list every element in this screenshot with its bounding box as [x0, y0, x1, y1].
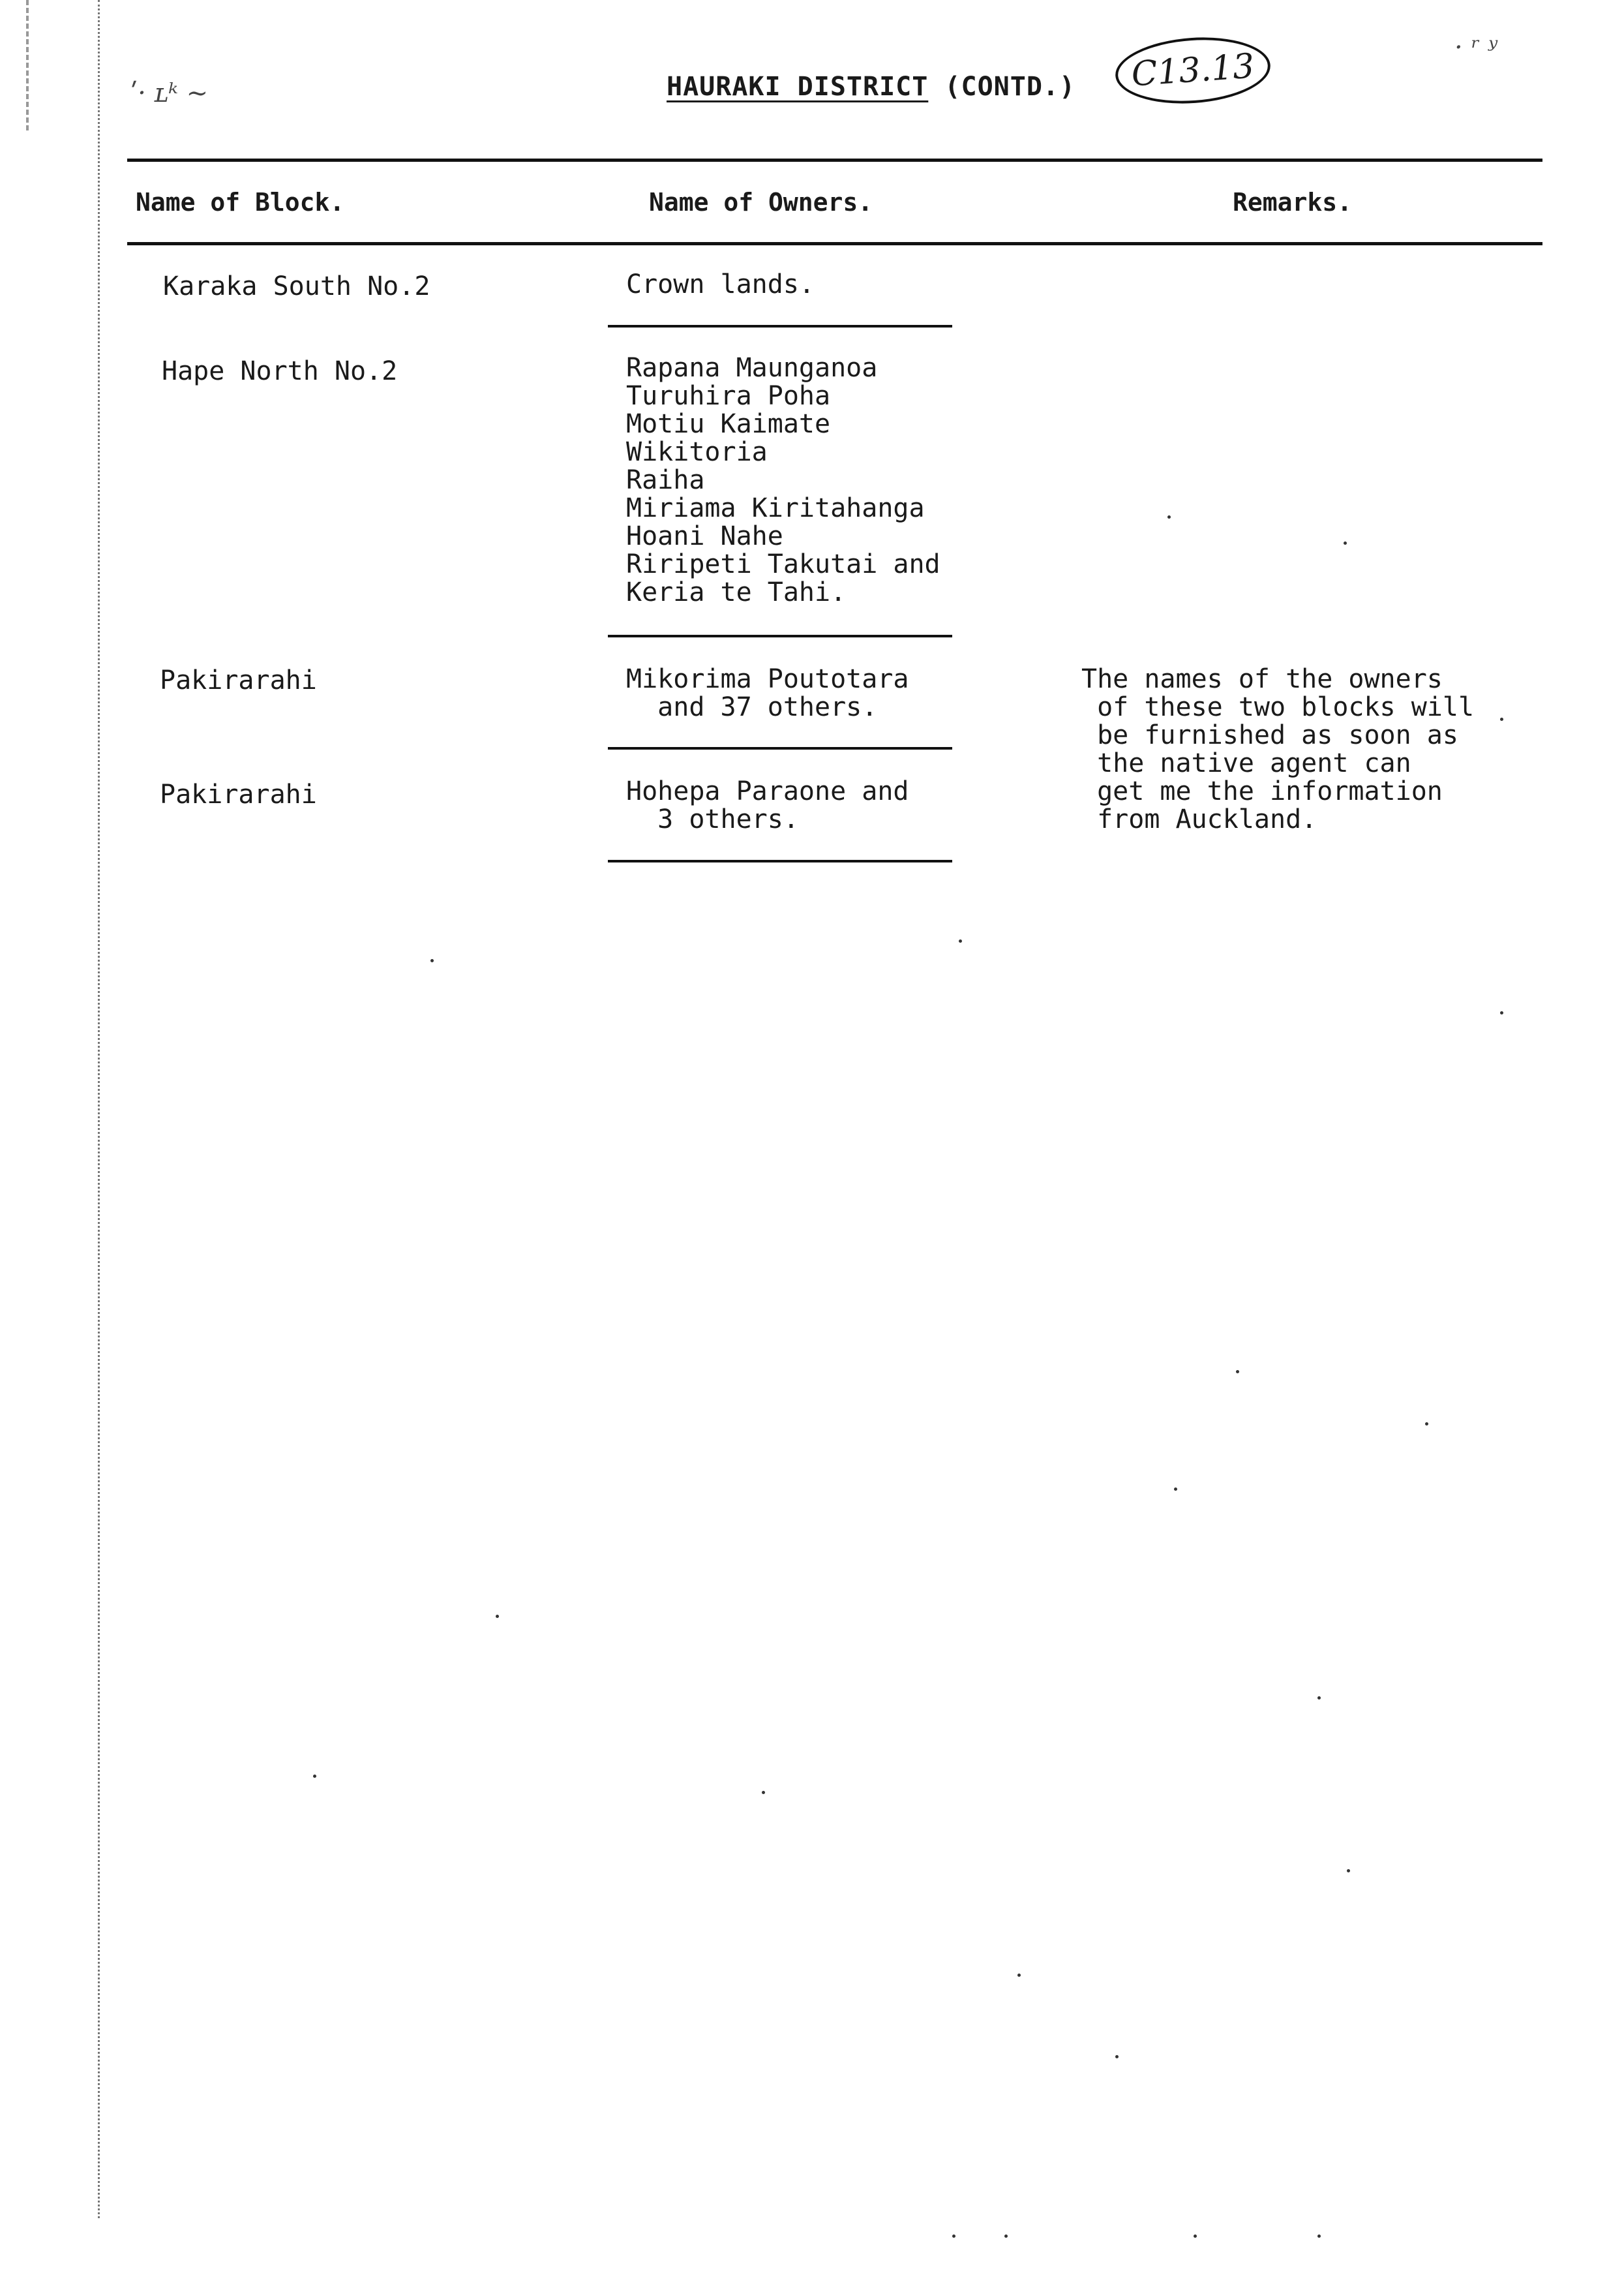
scan-speck — [1004, 2235, 1008, 2238]
scan-speck — [1500, 718, 1503, 721]
corner-scribble: · ʳ ʸ — [1454, 33, 1498, 63]
row-4-separator — [608, 860, 952, 862]
scan-speck — [1167, 515, 1171, 519]
scan-speck — [1017, 1974, 1021, 1977]
scan-speck — [313, 1775, 316, 1778]
scan-speck — [1317, 2235, 1321, 2238]
page-title — [667, 72, 1075, 102]
row-1-owners: Crown lands. — [626, 269, 815, 299]
row-2-owners: Rapana Maunganoa Turuhira Poha Motiu Kaimate Wikitoria Raiha Miriama Kiritahanga Hoani Nahe Riripeti Takutai and Keria te Tahi. — [626, 353, 940, 607]
scan-speck — [1344, 541, 1347, 545]
remarks-note: The names of the owners of these two blocks will be furnished as soon as the native agent can get me the information from Auckland. — [1081, 664, 1475, 834]
margin-line — [98, 0, 100, 2218]
scan-speck — [1236, 1370, 1239, 1373]
column-header-block: Name of Block. — [136, 188, 345, 217]
row-2-separator — [608, 635, 952, 637]
scan-speck — [1194, 2235, 1197, 2238]
scan-speck — [1425, 1422, 1428, 1426]
row-4-block: Pakirarahi — [160, 780, 317, 810]
scan-speck — [952, 2235, 955, 2238]
row-3-owners: Mikorima Poutotara and 37 others. — [626, 664, 909, 722]
scan-speck — [1500, 1011, 1503, 1014]
row-3-block: Pakirarahi — [160, 665, 317, 695]
district-title: HAURAKI DISTRICT — [667, 72, 929, 102]
row-2-block: Hape North No.2 — [162, 356, 398, 386]
top-rule — [127, 159, 1542, 162]
column-header-owners: Name of Owners. — [649, 188, 873, 217]
scan-speck — [1115, 2055, 1119, 2058]
margin-marks — [26, 0, 29, 130]
scan-speck — [430, 959, 434, 962]
column-header-remarks: Remarks. — [1233, 188, 1353, 217]
scan-speck — [762, 1791, 765, 1794]
header-rule — [127, 242, 1542, 245]
reference-stamp: C13.13 — [1113, 33, 1272, 108]
scan-speck — [959, 939, 962, 943]
row-1-separator — [608, 325, 952, 328]
scan-speck — [1317, 1696, 1321, 1700]
title-suffix: (CONTD.) — [944, 72, 1076, 102]
row-3-separator — [608, 747, 952, 750]
row-4-owners: Hohepa Paraone and 3 others. — [626, 776, 909, 834]
row-1-block: Karaka South No.2 — [163, 271, 430, 301]
scan-speck — [1347, 1869, 1350, 1872]
scan-speck — [496, 1615, 499, 1618]
marginal-scribble: ʹ· ʟᵏ ∼ — [130, 78, 209, 108]
scan-speck — [1174, 1487, 1177, 1491]
